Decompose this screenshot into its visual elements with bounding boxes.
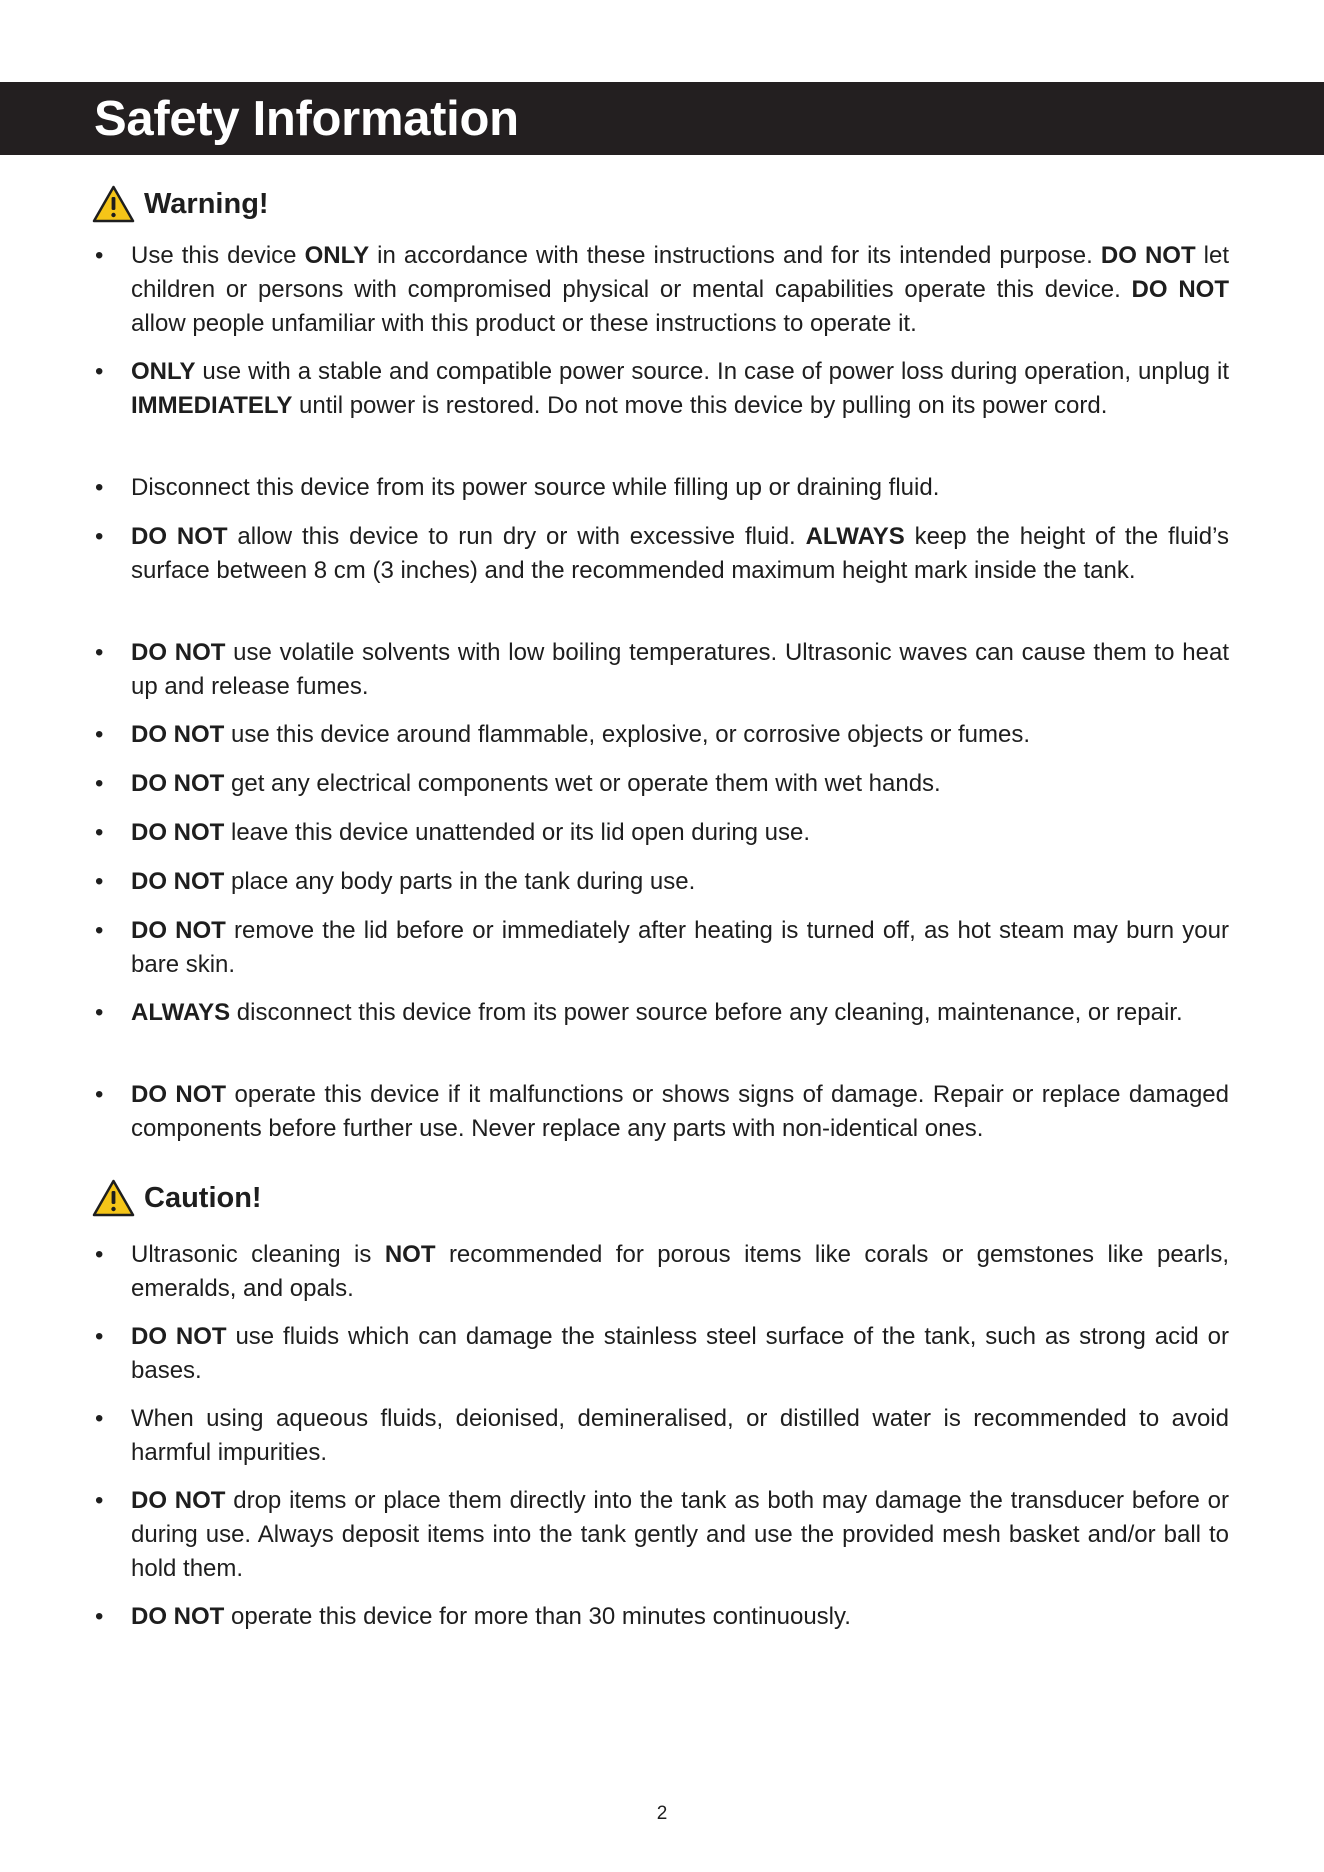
list-item-text: DO NOT drop items or place them directly into the tank as both may damage the transducer before or during use. Always deposit items into the tank gently and use the provided mesh basket and/or ball to hold them.	[131, 1487, 1230, 1582]
warning-heading	[92, 185, 269, 223]
page-title: Safety Information	[94, 92, 519, 146]
bullet-icon: •	[95, 917, 104, 944]
bullet-icon: •	[95, 1081, 104, 1108]
bullet-icon: •	[95, 770, 104, 797]
list-item-text: Ultrasonic cleaning is NOT recommended for porous items like corals or gemstones like pearls, emeralds, and opals.	[131, 1241, 1230, 1302]
list-item-text: Use this device ONLY in accordance with these instructions and for its intended purpose. DO NOT let children or persons with compromised physical or mental capabilities operate this device. DO NOT allow people unfamiliar with this product or these instructions to operate it.	[131, 242, 1230, 337]
bullet-icon: •	[95, 474, 104, 501]
bullet-icon: •	[95, 639, 104, 666]
bullet-icon: •	[95, 1487, 104, 1514]
list-item-text: DO NOT operate this device if it malfunctions or shows signs of damage. Repair or replace damaged components before further use. Never replace any parts with non-identical ones.	[131, 1081, 1230, 1142]
list-item-text: DO NOT allow this device to run dry or with excessive fluid. ALWAYS keep the height of the fluid’s surface between 8 cm (3 inches) and the recommended maximum height mark inside the tank.	[131, 523, 1229, 584]
warning-heading-label: Warning!	[144, 188, 269, 220]
bullet-icon: •	[95, 868, 104, 895]
warning-triangle-icon	[92, 1179, 135, 1217]
bullet-icon: •	[95, 819, 104, 846]
bullet-icon: •	[95, 523, 104, 550]
list-item-text: DO NOT use fluids which can damage the stainless steel surface of the tank, such as strong acid or bases.	[131, 1323, 1229, 1384]
list-item-text: When using aqueous fluids, deionised, demineralised, or distilled water is recommended to avoid harmful impurities.	[131, 1405, 1229, 1466]
list-item-text: DO NOT place any body parts in the tank during use.	[131, 868, 696, 895]
list-item-text: Disconnect this device from its power source while filling up or draining fluid.	[131, 474, 940, 501]
list-item-text: DO NOT get any electrical components wet or operate them with wet hands.	[131, 770, 941, 797]
list-item-text: DO NOT leave this device unattended or its lid open during use.	[131, 819, 811, 846]
bullet-icon: •	[95, 1603, 104, 1630]
bullet-icon: •	[95, 242, 104, 269]
page-number: 2	[656, 1803, 668, 1824]
bullet-icon: •	[95, 1241, 104, 1268]
list-item-text: DO NOT operate this device for more than 30 minutes continuously.	[131, 1603, 851, 1630]
list-item-text: DO NOT remove the lid before or immediately after heating is turned off, as hot steam may burn your bare skin.	[131, 917, 1229, 978]
caution-heading	[92, 1179, 262, 1217]
list-item-text: DO NOT use volatile solvents with low boiling temperatures. Ultrasonic waves can cause them to heat up and release fumes.	[131, 639, 1229, 700]
bullet-icon: •	[95, 1405, 104, 1432]
warning-triangle-icon	[92, 185, 135, 223]
bullet-icon: •	[95, 721, 104, 748]
caution-heading-label: Caution!	[144, 1182, 262, 1214]
bullet-icon: •	[95, 1323, 104, 1350]
list-item-text: DO NOT use this device around flammable, explosive, or corrosive objects or fumes.	[131, 721, 1031, 748]
list-item-text: ALWAYS disconnect this device from its power source before any cleaning, maintenance, or repair.	[131, 999, 1183, 1026]
bullet-icon: •	[95, 999, 104, 1026]
list-item-text: ONLY use with a stable and compatible power source. In case of power loss during operation, unplug it IMMEDIATELY until power is restored. Do not move this device by pulling on its power cord.	[131, 358, 1229, 419]
bullet-icon: •	[95, 358, 104, 385]
